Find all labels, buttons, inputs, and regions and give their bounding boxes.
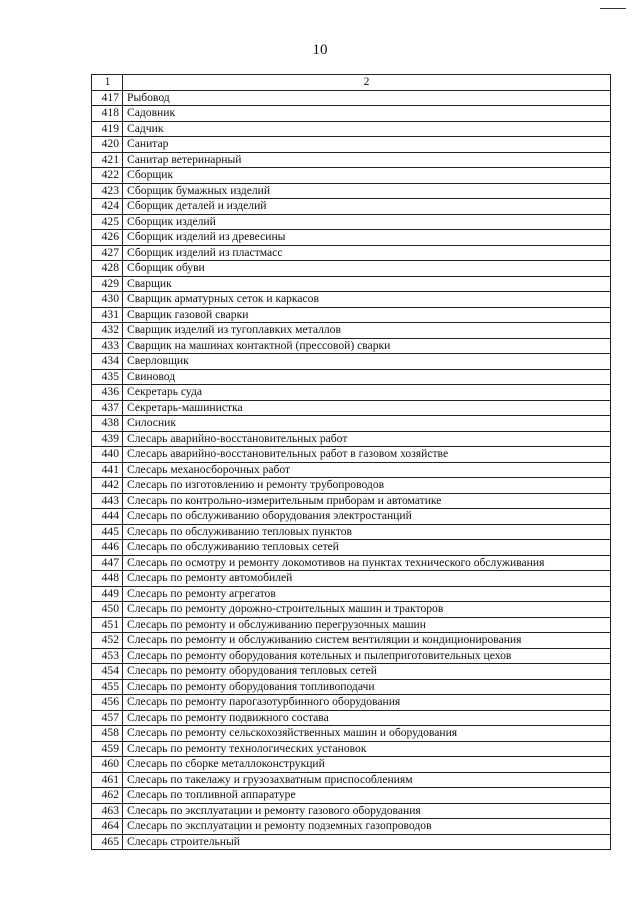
profession-name: Слесарь по контрольно-измерительным приборам и автоматике [123, 493, 611, 509]
row-number: 449 [92, 586, 123, 602]
table-row [92, 90, 611, 106]
table-row [92, 834, 611, 850]
profession-name: Слесарь по ремонту и обслуживанию перегрузочных машин [123, 617, 611, 633]
profession-name: Санитар ветеринарный [123, 152, 611, 168]
row-number: 452 [92, 633, 123, 649]
row-number: 426 [92, 230, 123, 246]
profession-name: Сверловщик [123, 354, 611, 370]
table-row [92, 354, 611, 370]
table-row [92, 602, 611, 618]
professions-table [91, 74, 611, 850]
profession-name: Слесарь по осмотру и ремонту локомотивов на пунктах технического обслуживания [123, 555, 611, 571]
profession-name: Рыбовод [123, 90, 611, 106]
profession-name: Садчик [123, 121, 611, 137]
table-row [92, 168, 611, 184]
row-number: 423 [92, 183, 123, 199]
row-number: 465 [92, 834, 123, 850]
profession-name: Сборщик изделий из древесины [123, 230, 611, 246]
table-row [92, 819, 611, 835]
table-row [92, 757, 611, 773]
table-row [92, 431, 611, 447]
row-number: 425 [92, 214, 123, 230]
row-number: 435 [92, 369, 123, 385]
profession-name: Слесарь по ремонту и обслуживанию систем вентиляции и кондиционирования [123, 633, 611, 649]
row-number: 456 [92, 695, 123, 711]
row-number: 420 [92, 137, 123, 153]
row-number: 433 [92, 338, 123, 354]
profession-name: Слесарь по ремонту оборудования топливоподачи [123, 679, 611, 695]
profession-name: Слесарь механосборочных работ [123, 462, 611, 478]
table-row [92, 214, 611, 230]
table-row [92, 555, 611, 571]
profession-name: Слесарь по изготовлению и ремонту трубопроводов [123, 478, 611, 494]
row-number: 459 [92, 741, 123, 757]
table-row [92, 540, 611, 556]
row-number: 436 [92, 385, 123, 401]
profession-name: Слесарь по ремонту подвижного состава [123, 710, 611, 726]
row-number: 427 [92, 245, 123, 261]
table-row [92, 524, 611, 540]
row-number: 417 [92, 90, 123, 106]
profession-name: Слесарь строительный [123, 834, 611, 850]
row-number: 461 [92, 772, 123, 788]
row-number: 444 [92, 509, 123, 525]
profession-name: Санитар [123, 137, 611, 153]
table-row [92, 307, 611, 323]
row-number: 430 [92, 292, 123, 308]
profession-name: Сборщик обуви [123, 261, 611, 277]
profession-name: Слесарь по ремонту технологических установок [123, 741, 611, 757]
table-row [92, 447, 611, 463]
row-number: 441 [92, 462, 123, 478]
profession-name: Сварщик [123, 276, 611, 292]
table-row [92, 230, 611, 246]
profession-name: Садовник [123, 106, 611, 122]
profession-name: Слесарь аварийно-восстановительных работ [123, 431, 611, 447]
profession-name: Сборщик бумажных изделий [123, 183, 611, 199]
profession-name: Секретарь-машинистка [123, 400, 611, 416]
table-row [92, 478, 611, 494]
top-edge-line [600, 8, 626, 9]
header-cell-name: 2 [123, 75, 611, 91]
table-row [92, 137, 611, 153]
header-cell-number: 1 [92, 75, 123, 91]
row-number: 439 [92, 431, 123, 447]
table-row [92, 338, 611, 354]
row-number: 462 [92, 788, 123, 804]
table-row [92, 648, 611, 664]
row-number: 451 [92, 617, 123, 633]
table-row [92, 323, 611, 339]
row-number: 443 [92, 493, 123, 509]
profession-name: Слесарь по такелажу и грузозахватным приспособлениям [123, 772, 611, 788]
table-row [92, 152, 611, 168]
table-row [92, 772, 611, 788]
row-number: 447 [92, 555, 123, 571]
row-number: 429 [92, 276, 123, 292]
profession-name: Слесарь по обслуживанию тепловых пунктов [123, 524, 611, 540]
profession-name: Слесарь по топливной аппаратуре [123, 788, 611, 804]
profession-name: Слесарь по эксплуатации и ремонту подземных газопроводов [123, 819, 611, 835]
page-number: 10 [312, 42, 328, 58]
table-row [92, 679, 611, 695]
profession-name: Свиновод [123, 369, 611, 385]
table-row [92, 183, 611, 199]
table-row [92, 416, 611, 432]
row-number: 453 [92, 648, 123, 664]
row-number: 437 [92, 400, 123, 416]
row-number: 455 [92, 679, 123, 695]
profession-name: Слесарь по ремонту оборудования котельных и пылеприготовительных цехов [123, 648, 611, 664]
table-row [92, 245, 611, 261]
profession-name: Слесарь по сборке металлоконструкций [123, 757, 611, 773]
table-row [92, 571, 611, 587]
table-row [92, 199, 611, 215]
row-number: 418 [92, 106, 123, 122]
table-row [92, 121, 611, 137]
table-row [92, 788, 611, 804]
profession-name: Сборщик изделий [123, 214, 611, 230]
row-number: 450 [92, 602, 123, 618]
row-number: 440 [92, 447, 123, 463]
table-row [92, 617, 611, 633]
table-row [92, 400, 611, 416]
row-number: 424 [92, 199, 123, 215]
row-number: 463 [92, 803, 123, 819]
table-row [92, 276, 611, 292]
row-number: 419 [92, 121, 123, 137]
profession-name: Слесарь по ремонту дорожно-строительных машин и тракторов [123, 602, 611, 618]
profession-name: Слесарь по ремонту оборудования тепловых сетей [123, 664, 611, 680]
profession-name: Сварщик на машинах контактной (прессовой) сварки [123, 338, 611, 354]
table-row [92, 385, 611, 401]
row-number: 445 [92, 524, 123, 540]
table-row [92, 509, 611, 525]
table-row [92, 261, 611, 277]
profession-name: Слесарь по ремонту сельскохозяйственных машин и оборудования [123, 726, 611, 742]
profession-name: Слесарь по эксплуатации и ремонту газового оборудования [123, 803, 611, 819]
table-row [92, 664, 611, 680]
row-number: 431 [92, 307, 123, 323]
table-row [92, 741, 611, 757]
profession-name: Секретарь суда [123, 385, 611, 401]
profession-name: Силосник [123, 416, 611, 432]
row-number: 442 [92, 478, 123, 494]
profession-name: Слесарь по ремонту парогазотурбинного оборудования [123, 695, 611, 711]
row-number: 428 [92, 261, 123, 277]
row-number: 446 [92, 540, 123, 556]
profession-name: Слесарь аварийно-восстановительных работ в газовом хозяйстве [123, 447, 611, 463]
profession-name: Сборщик [123, 168, 611, 184]
row-number: 432 [92, 323, 123, 339]
profession-name: Сборщик деталей и изделий [123, 199, 611, 215]
row-number: 454 [92, 664, 123, 680]
table-row [92, 106, 611, 122]
profession-name: Слесарь по ремонту агрегатов [123, 586, 611, 602]
row-number: 448 [92, 571, 123, 587]
table-row [92, 633, 611, 649]
profession-name: Сварщик арматурных сеток и каркасов [123, 292, 611, 308]
row-number: 438 [92, 416, 123, 432]
table-row [92, 292, 611, 308]
table-row [92, 726, 611, 742]
table-row [92, 710, 611, 726]
table-row [92, 695, 611, 711]
row-number: 457 [92, 710, 123, 726]
table-header-row [92, 75, 611, 91]
table-row [92, 803, 611, 819]
profession-name: Сборщик изделий из пластмасс [123, 245, 611, 261]
profession-name: Сварщик изделий из тугоплавких металлов [123, 323, 611, 339]
table-row [92, 493, 611, 509]
row-number: 434 [92, 354, 123, 370]
profession-name: Слесарь по обслуживанию оборудования электростанций [123, 509, 611, 525]
row-number: 460 [92, 757, 123, 773]
profession-name: Слесарь по обслуживанию тепловых сетей [123, 540, 611, 556]
profession-name: Сварщик газовой сварки [123, 307, 611, 323]
profession-name: Слесарь по ремонту автомобилей [123, 571, 611, 587]
table-row [92, 462, 611, 478]
table-row [92, 369, 611, 385]
row-number: 422 [92, 168, 123, 184]
table-row [92, 586, 611, 602]
row-number: 458 [92, 726, 123, 742]
row-number: 421 [92, 152, 123, 168]
row-number: 464 [92, 819, 123, 835]
